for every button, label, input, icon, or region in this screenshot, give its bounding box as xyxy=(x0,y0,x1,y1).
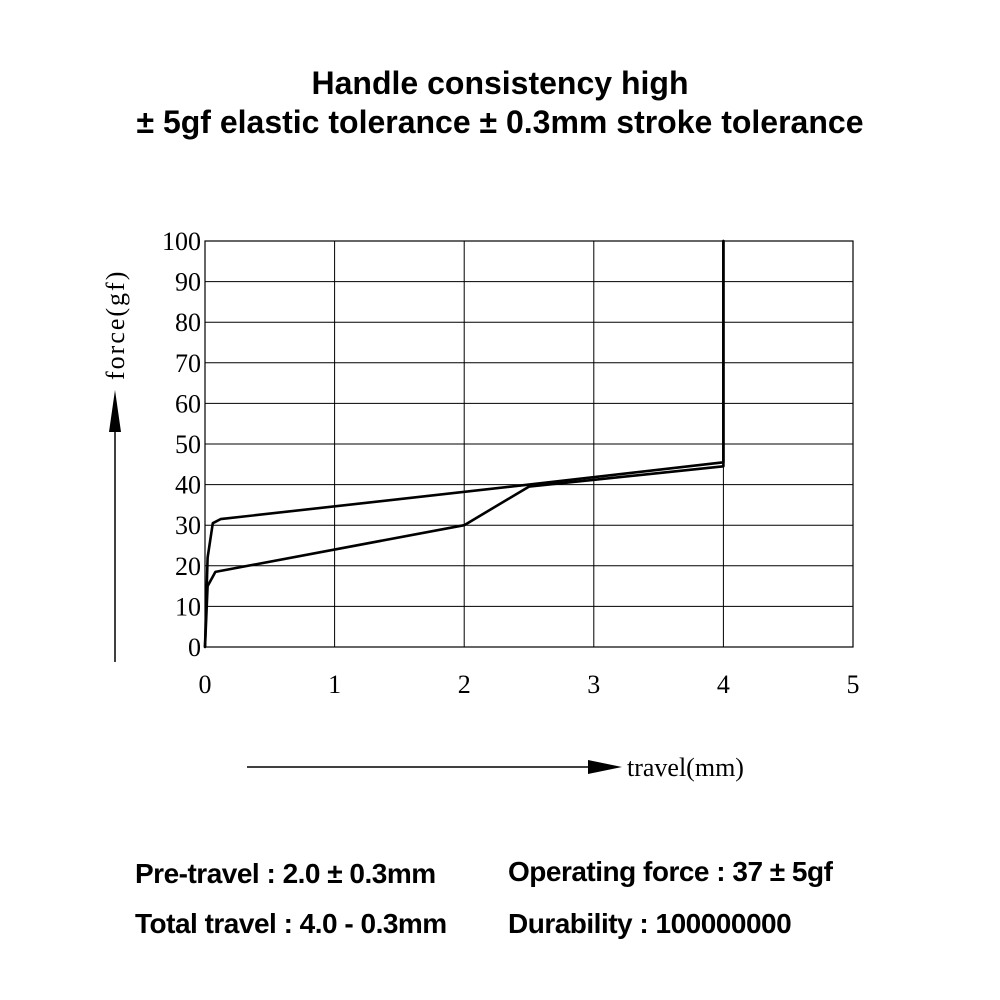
x-tick-label: 4 xyxy=(716,670,730,699)
y-tick-label: 40 xyxy=(175,470,201,500)
x-tick-label: 1 xyxy=(328,670,342,699)
x-tick-label: 2 xyxy=(457,670,471,699)
y-tick-label: 100 xyxy=(162,227,201,256)
x-axis-label: travel(mm) xyxy=(627,753,744,782)
y-tick-label: 80 xyxy=(175,308,201,338)
y-tick-label: 90 xyxy=(175,267,201,297)
spec-pre-travel: Pre-travel : 2.0 ± 0.3mm xyxy=(135,858,436,889)
y-axis-label: force(gf) xyxy=(101,269,130,380)
y-tick-label: 60 xyxy=(175,389,201,419)
x-tick-label: 5 xyxy=(846,670,860,699)
x-axis-arrow-head xyxy=(588,760,622,774)
y-tick-label: 70 xyxy=(175,348,201,378)
chart-title-line-1: Handle consistency high xyxy=(311,65,689,101)
spec-durability: Durability : 100000000 xyxy=(508,908,792,939)
spec-total-travel: Total travel : 4.0 - 0.3mm xyxy=(135,908,447,939)
grid xyxy=(205,241,853,647)
chart-title-line-2: ± 5gf elastic tolerance ± 0.3mm stroke tolerance xyxy=(136,104,864,140)
y-tick-label: 20 xyxy=(175,551,201,581)
tick-labels xyxy=(162,227,860,699)
y-tick-label: 0 xyxy=(188,633,201,662)
y-tick-label: 30 xyxy=(175,511,201,541)
spec-operating-force: Operating force : 37 ± 5gf xyxy=(508,856,833,887)
y-tick-label: 10 xyxy=(175,592,201,622)
y-tick-label: 50 xyxy=(175,430,201,459)
y-axis-arrow-head xyxy=(109,390,121,432)
x-tick-label: 3 xyxy=(587,670,601,699)
x-tick-label: 0 xyxy=(198,670,212,699)
